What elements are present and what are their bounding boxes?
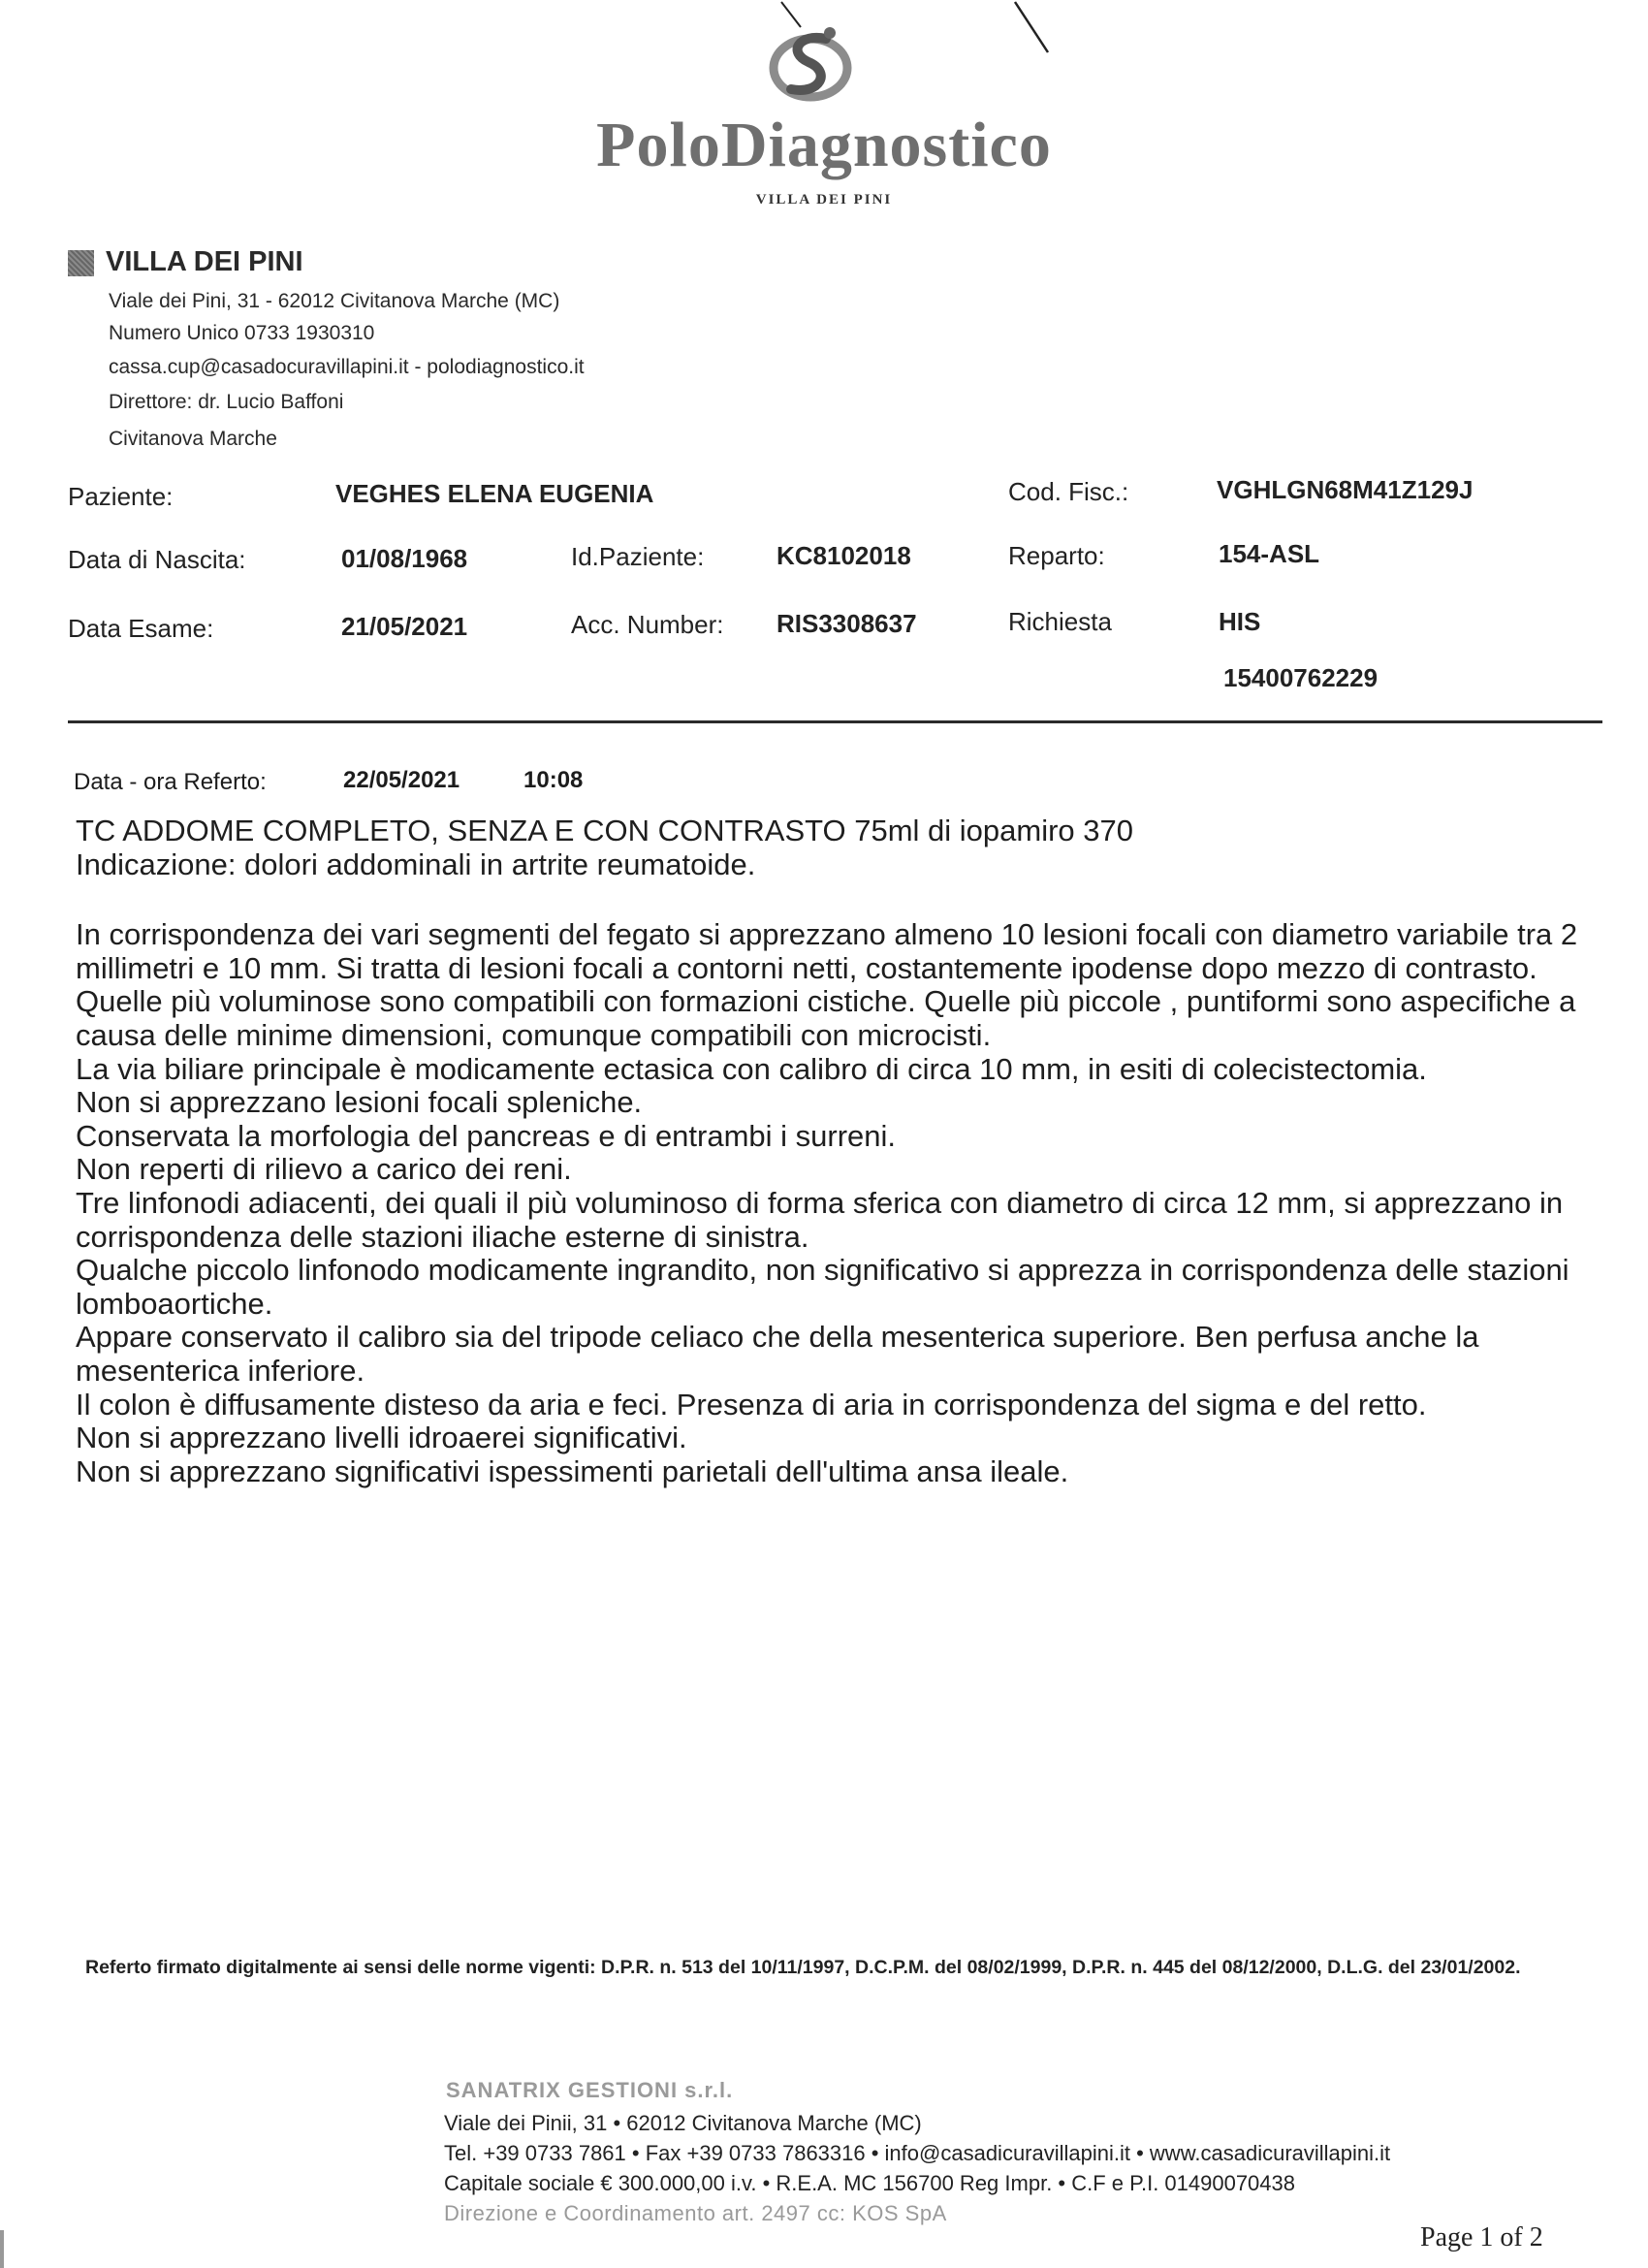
department: 154-ASL — [1219, 539, 1320, 568]
scan-edge-mark — [0, 2230, 4, 2268]
report-finding: Conservata la morfologia del pancreas e di entrambi i surreni. — [76, 1118, 897, 1153]
birth-date: 01/08/1968 — [341, 544, 468, 573]
referto-date: 22/05/2021 — [343, 767, 460, 793]
report-title: TC ADDOME COMPLETO, SENZA E CON CONTRASTO 75ml di iopamiro 370 — [76, 814, 1134, 847]
report-finding: Il colon è diffusamente disteso da aria e feci. Presenza di aria in corrispondenza del sigma e del retto. — [76, 1387, 1427, 1421]
referto-label: Data - ora Referto: — [74, 769, 267, 795]
clinic-city: Civitanova Marche — [109, 428, 277, 450]
clinic-square-icon — [68, 250, 94, 276]
report-finding: Appare conservato il calibro sia del tripode celiaco che della mesenterica superiore. Ben perfusa anche la mesenterica inferiore. — [76, 1320, 1479, 1388]
report-finding: Non reperti di rilievo a carico dei reni. — [76, 1152, 572, 1187]
tax-code: VGHLGN68M41Z129J — [1217, 475, 1474, 504]
footer-address: Viale dei Pinii, 31 • 62012 Civitanova Marche (MC) — [444, 2111, 922, 2135]
department-label: Reparto: — [1008, 541, 1105, 570]
report-finding: Tre linfonodi adiacenti, dei quali il più voluminoso di forma sferica con diametro di circa 12 mm, si apprezzano in corrispondenza delle stazioni iliache esterne di sinistra. — [76, 1185, 1564, 1254]
patient-id: KC8102018 — [776, 541, 911, 570]
logo-brand-name: PoloDiagnostico — [596, 110, 1052, 180]
footer-registry: Capitale sociale € 300.000,00 i.v. • R.E.A. MC 156700 Reg Impr. • C.F e P.I. 01490070438 — [444, 2171, 1296, 2195]
report-finding: Non si apprezzano livelli idroaerei significativi. — [76, 1421, 687, 1455]
report-body — [76, 815, 1607, 1488]
header-divider — [68, 720, 1602, 723]
clinic-phone: Numero Unico 0733 1930310 — [109, 322, 375, 344]
clinic-name: VILLA DEI PINI — [106, 246, 303, 277]
digital-signature-note: Referto firmato digitalmente ai sensi delle norme vigenti: D.P.R. n. 513 del 10/11/1997, D.C.P.M. del 08/02/1999, D.P.R. n. 445 del 08/12/2000, D.L.G. del 23/01/2002. — [85, 1957, 1521, 1978]
patient-id-label: Id.Paziente: — [571, 542, 705, 571]
clinic-contacts: cassa.cup@casadocuravillapini.it - polodiagnostico.it — [109, 356, 585, 378]
request-number: 15400762229 — [1223, 663, 1379, 692]
report-indication: Indicazione: dolori addominali in artrite reumatoide. — [76, 847, 756, 881]
exam-date-label: Data Esame: — [68, 614, 214, 643]
exam-date: 21/05/2021 — [341, 612, 468, 641]
report-finding: Qualche piccolo linfonodo modicamente ingrandito, non significativo si apprezza in corrispondenza delle stazioni lomboaortiche. — [76, 1253, 1569, 1321]
patient-name: VEGHES ELENA EUGENIA — [335, 479, 654, 508]
acc-number-label: Acc. Number: — [571, 610, 724, 639]
clinic-address: Viale dei Pini, 31 - 62012 Civitanova Marche (MC) — [109, 290, 560, 312]
report-finding: In corrispondenza dei vari segmenti del fegato si apprezzano almeno 10 lesioni focali con diametro variabile tra 2 millimetri e 10 mm. Si tratta di lesioni focali a contorni netti, costantemente ipodense dopo mezzo di contrasto. Quelle più voluminose sono compatibili con formazioni cistiche. Quelle più piccole , puntiformi sono aspecifiche a causa delle minime dimensioni, comunque compatibili con microcisti. — [76, 917, 1578, 1052]
request-type: HIS — [1219, 607, 1261, 636]
patient-name-label: Paziente: — [68, 482, 174, 511]
report-finding: Non si apprezzano lesioni focali spleniche. — [76, 1085, 643, 1120]
polo-diagnostico-emblem-icon — [752, 12, 869, 109]
tax-code-label: Cod. Fisc.: — [1008, 477, 1129, 506]
logo-subtitle: VILLA DEI PINI — [755, 192, 893, 208]
acc-number: RIS3308637 — [776, 609, 917, 638]
birth-date-label: Data di Nascita: — [68, 545, 246, 574]
footer-company-name: SANATRIX GESTIONI s.r.l. — [446, 2078, 734, 2102]
footer-direction: Direzione e Coordinamento art. 2497 cc: KOS SpA — [444, 2201, 947, 2225]
page-number: Page 1 of 2 — [1420, 2222, 1543, 2252]
clinic-director: Direttore: dr. Lucio Baffoni — [109, 391, 344, 413]
pen-stroke-mark — [1013, 0, 1052, 58]
report-finding: Non si apprezzano significativi ispessimenti parietali dell'ultima ansa ileale. — [76, 1453, 1069, 1488]
footer-contacts: Tel. +39 0733 7861 • Fax +39 0733 7863316 • info@casadicuravillapini.it • www.casadicuravillapini.it — [444, 2141, 1391, 2165]
report-finding: La via biliare principale è modicamente ectasica con calibro di circa 10 mm, in esiti di colecistectomia. — [76, 1051, 1427, 1086]
request-label: Richiesta — [1008, 607, 1112, 636]
referto-time: 10:08 — [523, 767, 584, 793]
